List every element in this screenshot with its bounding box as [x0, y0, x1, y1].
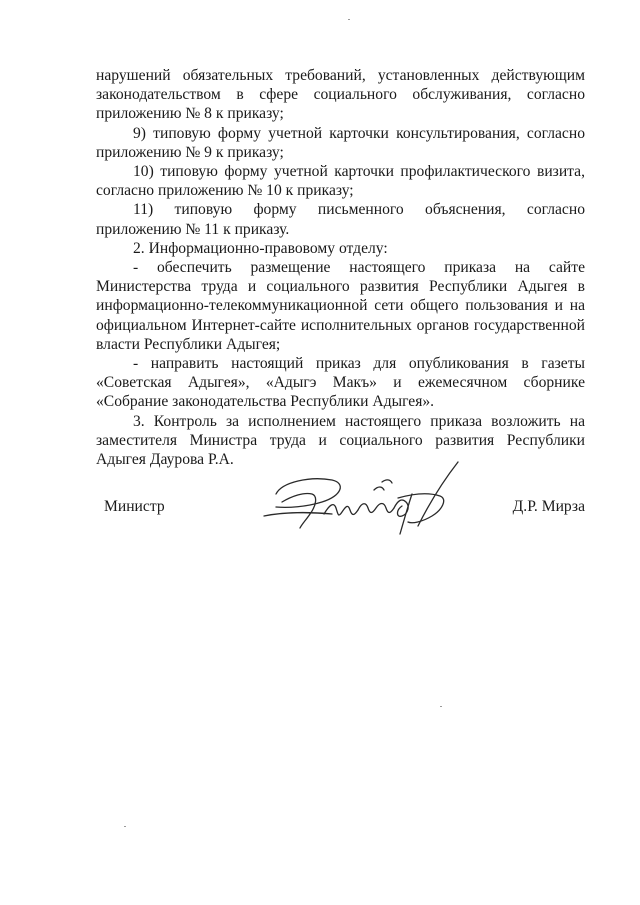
paragraph-item-8-continuation: нарушений обязательных требований, установленных действующим законодательством в сфере социального обслуживания, согласно приложению № 8 к приказу;: [96, 67, 585, 123]
signature-block: [104, 497, 585, 519]
paragraph-item-9: 9) типовую форму учетной карточки консультирования, согласно приложению № 9 к приказу;: [96, 124, 585, 161]
document-body: [96, 66, 585, 469]
paragraph-item-11: 11) типовую форму письменного объяснения, согласно приложению № 11 к приказу.: [96, 201, 585, 238]
paragraph-section-3: 3. Контроль за исполнением настоящего приказа возложить на заместителя Министра труда и социального развития Республики Адыгея Даурова Р.А.: [96, 412, 585, 469]
paragraph-section-2: 2. Информационно-правовому отделу:: [133, 239, 388, 257]
signatory-title: Министр: [104, 498, 165, 515]
paragraph-item-10: 10) типовую форму учетной карточки профилактического визита, согласно приложению № 10 к приказу;: [96, 163, 585, 200]
scan-speck: [348, 19, 350, 20]
paragraph-section-2-publish-newspaper: - направить настоящий приказ для опубликования в газеты «Советская Адыгея», «Адыгэ Макъ» и ежемесячном сборнике «Собрание законодательства Республики Адыгея».: [96, 355, 585, 411]
scan-speck: [124, 826, 126, 827]
paragraph-section-2-publish-site: - обеспечить размещение настоящего приказа на сайте Министерства труда и социального развития Республики Адыгея в информационно-телекоммуникационной сети общего пользования и на официальном Интернет-сайте исполнительных органов государственной власти Республики Адыгея;: [96, 259, 585, 353]
signatory-name: Д.Р. Мирза: [512, 498, 585, 515]
scan-speck: [440, 706, 442, 707]
